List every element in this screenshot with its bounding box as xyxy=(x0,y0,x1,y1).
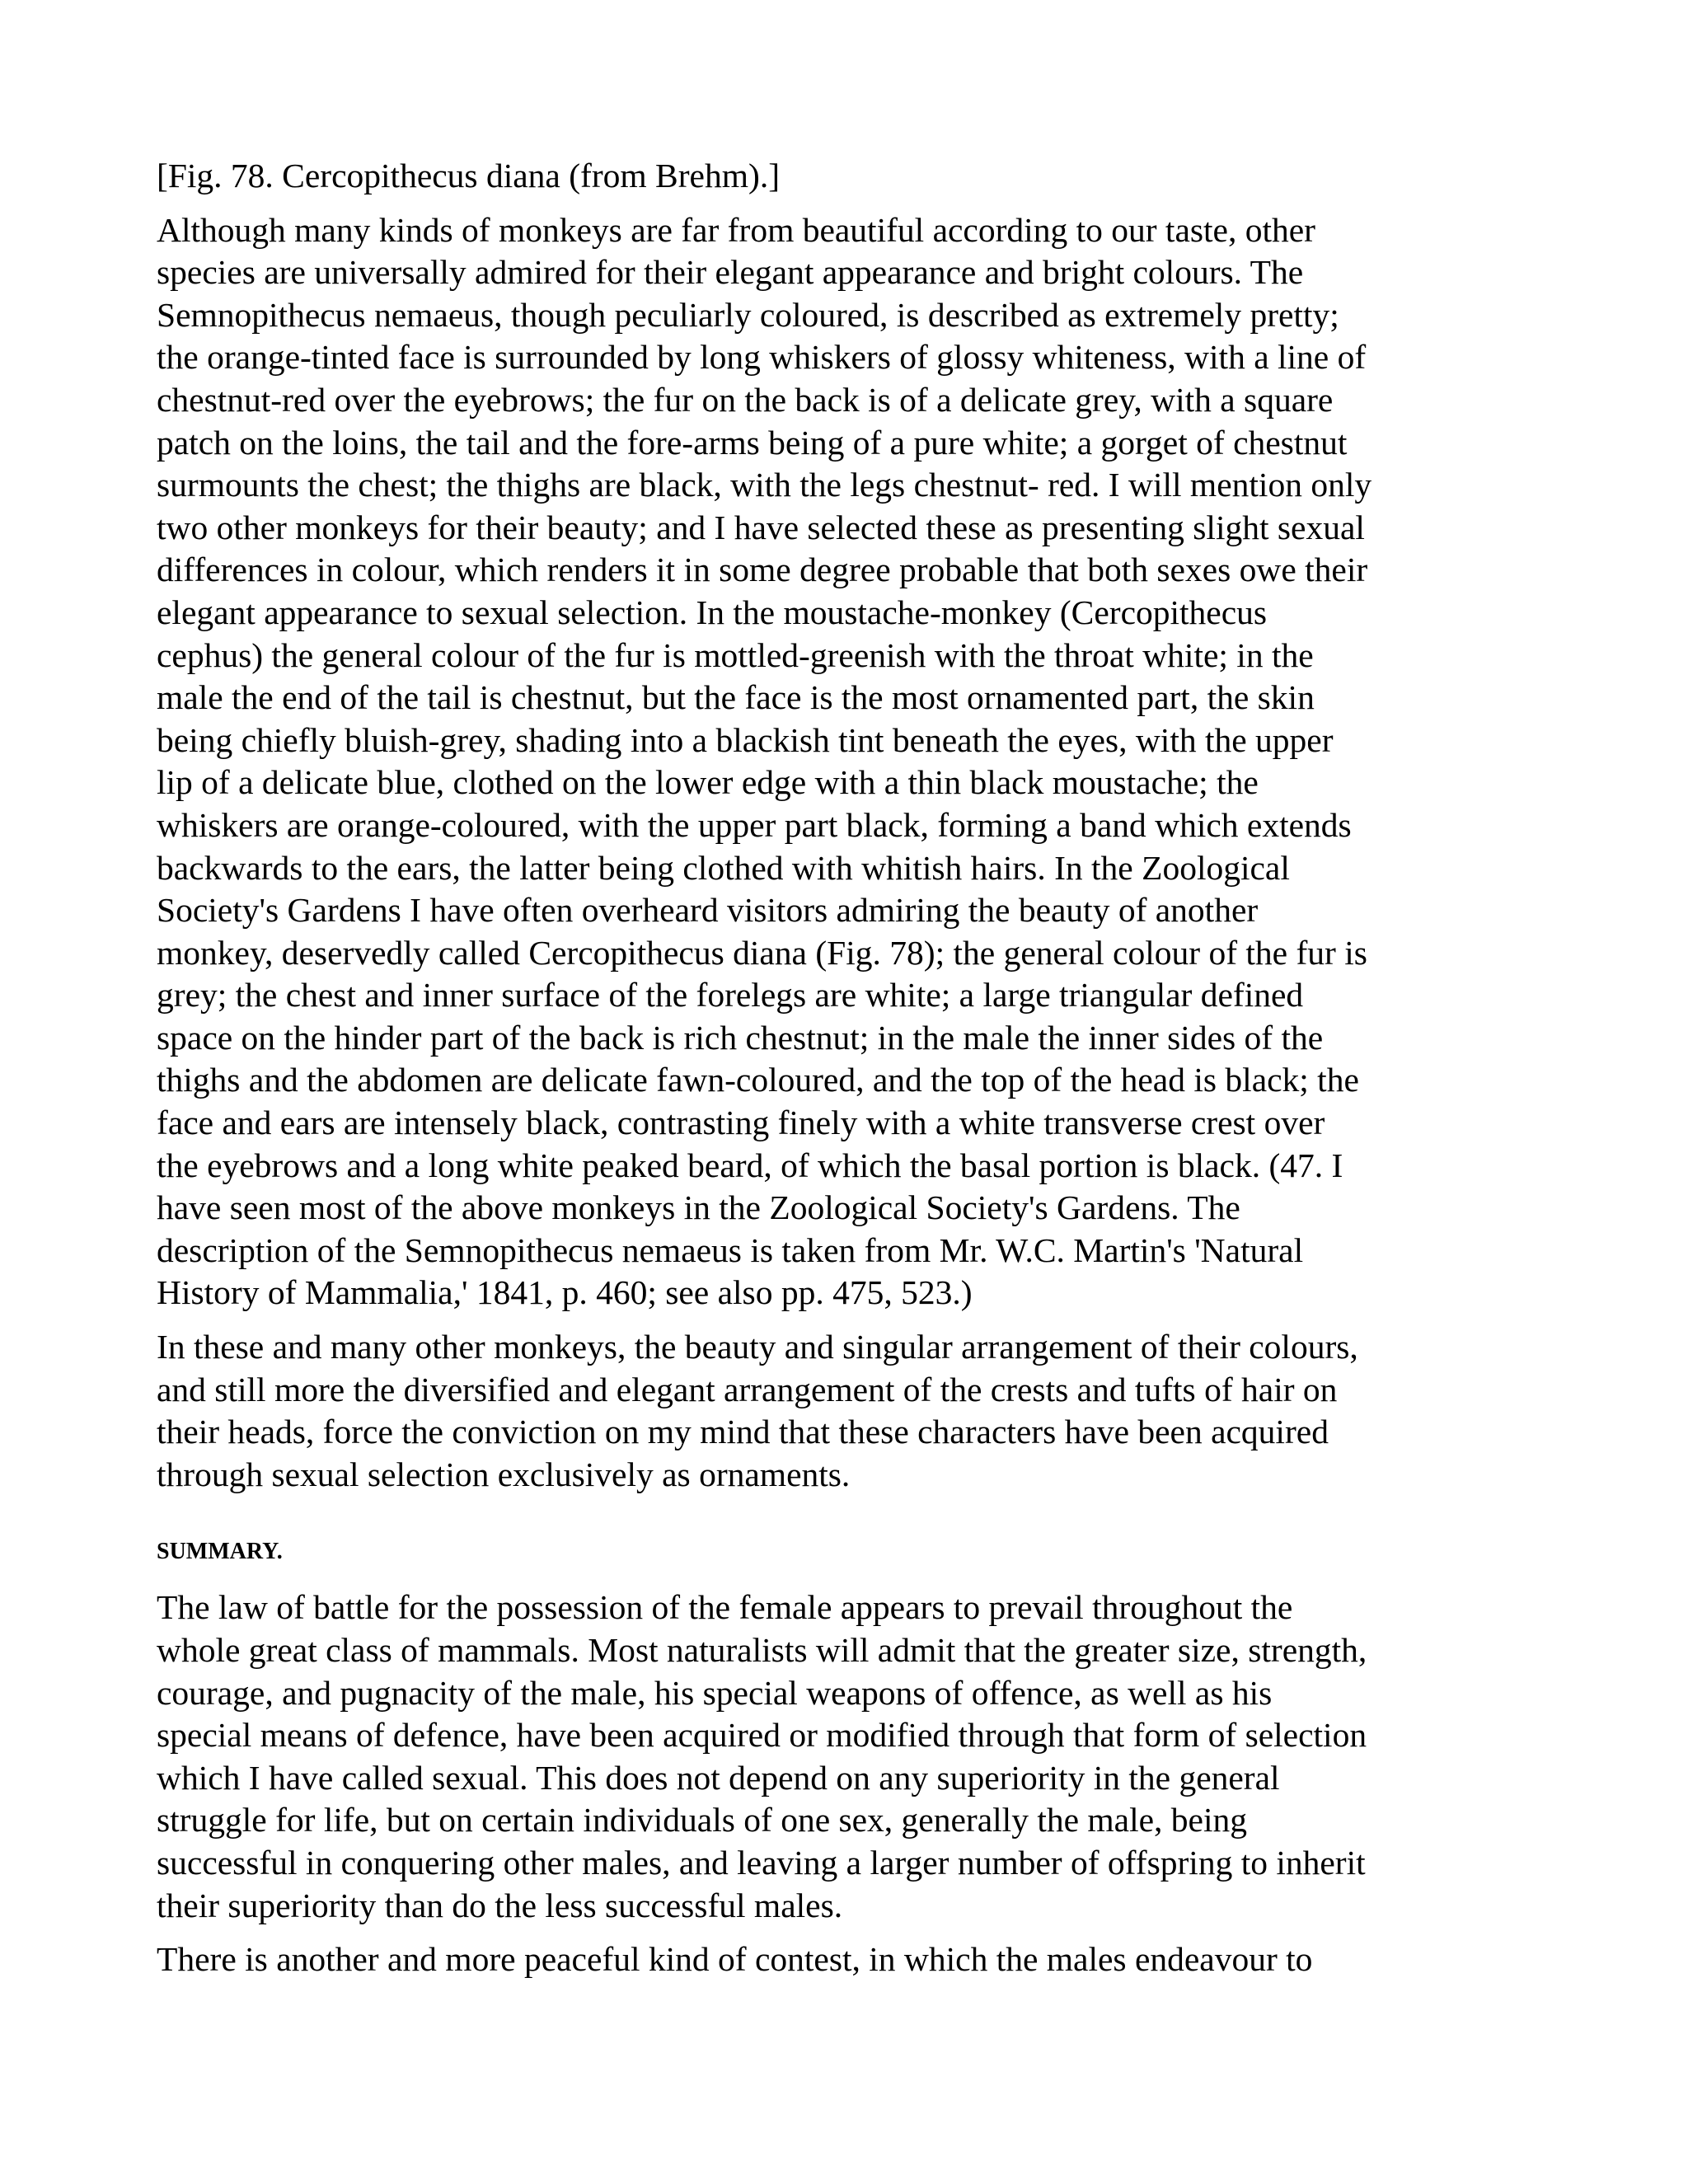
figure-caption: [Fig. 78. Cercopithecus diana (from Brehm).] xyxy=(157,157,781,194)
paragraph-monkey-colours: Although many kinds of monkeys are far from beautiful according to our taste, other species are universally admired for their elegant appearance and bright colours. The Semnopithecus nemaeus, though peculiarly coloured, is described as extremely pretty; the orange-tinted face is surrounded by long whiskers of glossy whiteness, with a line of chestnut-red over the eyebrows; the fur on the back is of a delicate grey, with a square patch on the loins, the tail and the fore-arms being of a pure white; a gorget of chestnut surmounts the chest; the thighs are black, with the legs chestnut- red. I will mention only two other monkeys for their beauty; and I have selected these as presenting slight sexual differences in colour, which renders it in some degree probable that both sexes owe their elegant appearance to sexual selection. In the moustache-monkey (Cercopithecus cephus) the general colour of the fur is mottled-greenish with the throat white; in the male the end of the tail is chestnut, but the face is the most ornamented part, the skin being chiefly bluish-grey, shading into a blackish tint beneath the eyes, with the upper lip of a delicate blue, clothed on the lower edge with a thin black moustache; the whiskers are orange-coloured, with the upper part black, forming a band which extends backwards to the ears, the latter being clothed with whitish hairs. In the Zoological Society's Gardens I have often overheard visitors admiring the beauty of another monkey, deservedly called Cercopithecus diana (Fig. 78); the general colour of the fur is grey; the chest and inner surface of the forelegs are white; a large triangular defined space on the hinder part of the back is rich chestnut; in the male the inner sides of the thighs and the abdomen are delicate fawn-coloured, and the top of the head is black; the face and ears are intensely black, contrasting finely with a white transverse crest over the eyebrows and a long white peaked beard, of which the basal portion is black. (47. I have seen most of the above monkeys in the Zoological Society's Gardens. The description of the Semnopithecus nemaeus is taken from Mr. W.C. Martin's 'Natural History of Mammalia,' 1841, p. 460; see also pp. 475, 523.) xyxy=(157,210,1372,1312)
paragraph-peaceful-contest: There is another and more peaceful kind of contest, in which the males endeavour to xyxy=(157,1940,1313,1979)
document-page xyxy=(157,155,1541,1993)
summary-heading: SUMMARY. xyxy=(157,1539,283,1565)
paragraph-ornaments: In these and many other monkeys, the beauty and singular arrangement of their colours, and still more the diversified and elegant arrangement of the crests and tufts of hair on their heads, force the conviction on my mind that these characters have been acquired through sexual selection exclusively as ornaments. xyxy=(157,1328,1358,1493)
paragraph-law-of-battle: The law of battle for the possession of the female appears to prevail throughout the whole great class of mammals. Most naturalists will admit that the greater size, strength, courage, and pugnacity of the male, his special weapons of offence, as well as his special means of defence, have been acquired or modified through that form of selection which I have called sexual. This does not depend on any superiority in the general struggle for life, but on certain individuals of one sex, generally the male, being successful in conquering other males, and leaving a larger number of offspring to inherit their superiority than do the less successful males. xyxy=(157,1588,1367,1924)
